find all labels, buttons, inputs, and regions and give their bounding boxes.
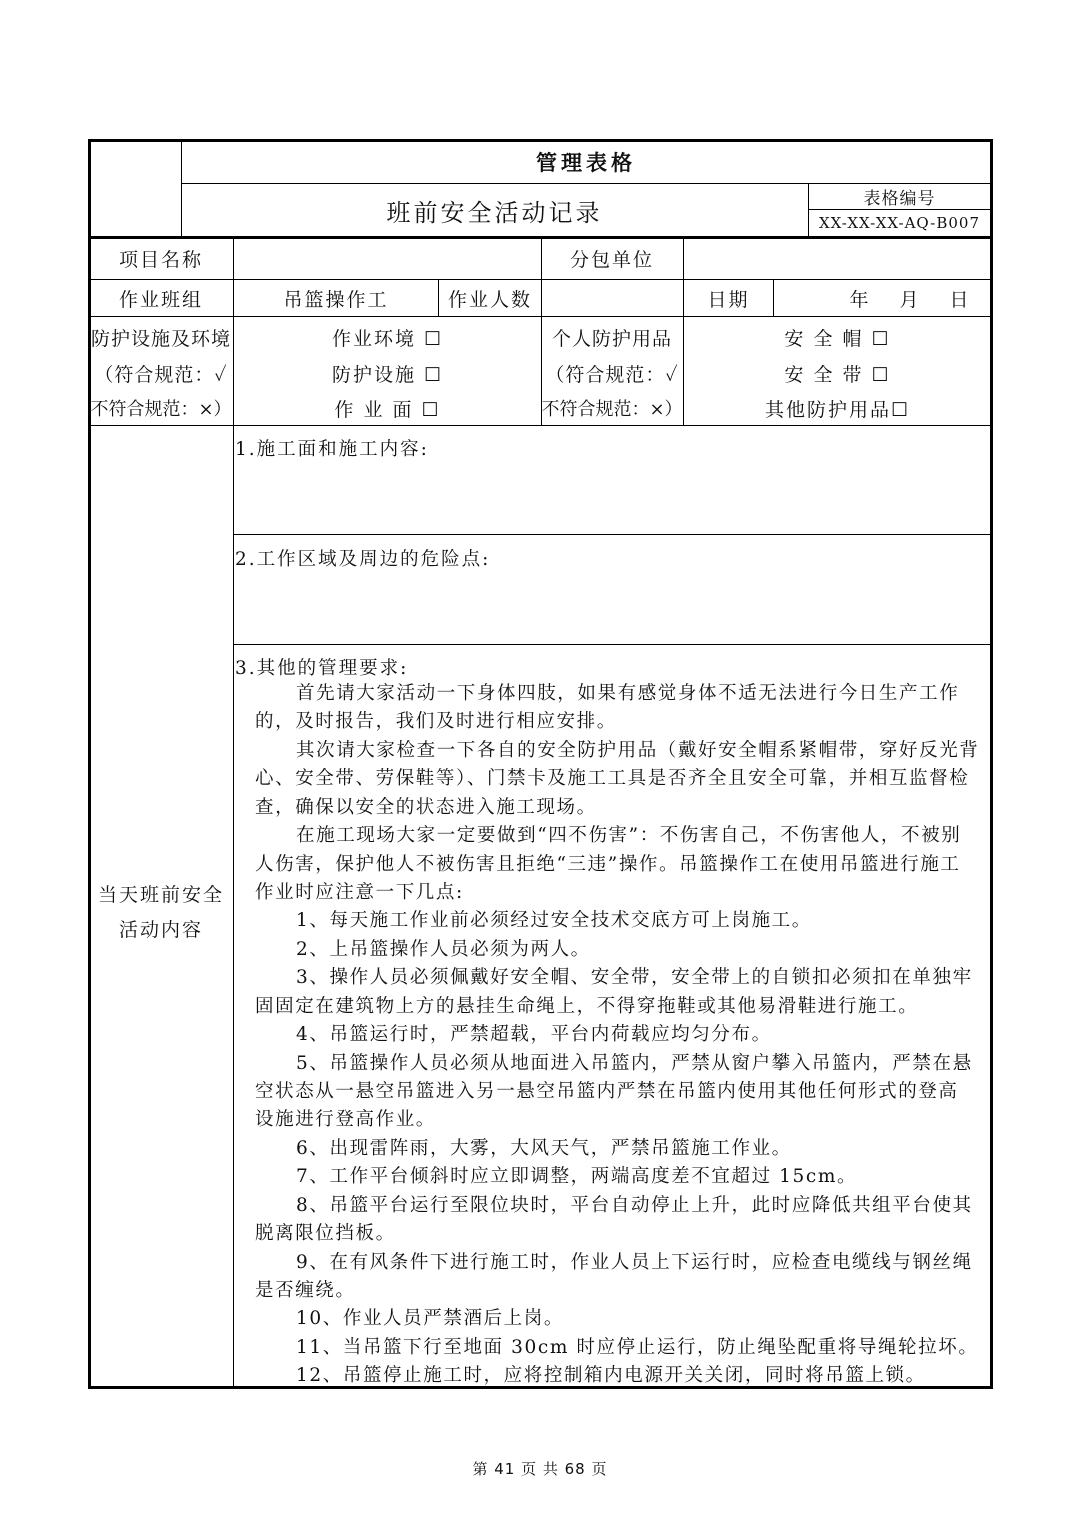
activity-content-label-line2: 活动内容 <box>118 918 203 941</box>
form-number-label: 表格编号 <box>863 189 936 209</box>
form-title: 管理表格 <box>536 151 636 175</box>
subcontractor-label: 分包单位 <box>569 249 654 271</box>
env-item-work-surface[interactable]: 作 业 面 ☐ <box>334 398 441 421</box>
form-number: XX-XX-XX-AQ-B007 <box>818 213 980 232</box>
section3-line: 3、操作人员必须佩戴好安全帽、安全带，安全带上的自锁扣必须扣在单独牢 <box>296 967 973 988</box>
section3-line: 首先请大家活动一下身体四肢，如果有感觉身体不适无法进行今日生产工作 <box>296 683 960 704</box>
section3-line: 10、作业人员严禁酒后上岗。 <box>296 1308 564 1329</box>
section1-bottom-line <box>233 534 991 535</box>
section3-line: 6、出现雷阵雨，大雾，大风天气，严禁吊篮施工作业。 <box>296 1138 792 1159</box>
team-label: 作业班组 <box>118 288 203 311</box>
section3-line: 其次请大家检查一下各自的安全防护用品（戴好安全帽系紧帽带，穿好反光背 <box>296 740 980 761</box>
workers-label: 作业人数 <box>447 288 532 311</box>
section3-line: 脱离限位挡板。 <box>255 1223 396 1244</box>
section3-line: 空状态从一悬空吊篮进入另一悬空吊篮内严禁在吊篮内使用其他任何形式的登高 <box>255 1081 959 1102</box>
section3-title: 3.其他的管理要求: <box>235 658 409 679</box>
env-label-line2: （符合规范：✓ <box>94 363 228 386</box>
section3-line: 是否缠绕。 <box>255 1280 356 1301</box>
date-month[interactable]: 月 <box>899 288 921 311</box>
project-name-value[interactable] <box>234 238 541 279</box>
section3-line: 8、吊篮平台运行至限位块时，平台自动停止上升，此时应降低共组平台使其 <box>296 1195 973 1216</box>
section3-line: 9、在有风条件下进行施工时，作业人员上下运行时，应检查电缆线与钢丝绳 <box>296 1252 973 1273</box>
project-name-label: 项目名称 <box>118 249 203 271</box>
workers-value[interactable] <box>541 280 683 316</box>
env-item-work-environment[interactable]: 作业环境 ☐ <box>331 327 444 350</box>
subcontractor-value[interactable] <box>684 238 991 279</box>
ppe-label-line1: 个人防护用品 <box>551 327 672 350</box>
section2-bottom-line <box>233 644 991 645</box>
ppe-label-line3: 不符合规范：×） <box>541 399 683 420</box>
row3-bottom-line <box>89 425 992 426</box>
date-label: 日期 <box>707 288 750 311</box>
section3-line: 1、每天施工作业前必须经过安全技术交底方可上岗施工。 <box>296 910 812 931</box>
activity-content-label-line1: 当天班前安全 <box>97 883 224 906</box>
date-year[interactable]: 年 <box>849 288 871 311</box>
ppe-item-safety-belt[interactable]: 安 全 带 ☐ <box>784 363 891 386</box>
section3-line: 5、吊篮操作人员必须从地面进入吊篮内，严禁从窗户攀入吊篮内，严禁在悬 <box>296 1053 973 1074</box>
section3-line: 作业时应注意一下几点: <box>255 882 464 903</box>
section3-line: 设施进行登高作业。 <box>255 1109 436 1130</box>
env-item-protection-facility[interactable]: 防护设施 ☐ <box>331 363 444 386</box>
section3-line: 在施工现场大家一定要做到“四不伤害”：不伤害自己，不伤害他人，不被别 <box>296 825 962 846</box>
section3-line: 4、吊篮运行时，严禁超载，平台内荷载应均匀分布。 <box>296 1024 772 1045</box>
section3-line: 固固定在建筑物上方的悬挂生命绳上，不得穿拖鞋或其他易滑鞋进行施工。 <box>255 996 919 1017</box>
section3-line: 11、当吊篮下行至地面 30cm 时应停止运行，防止绳坠配重将导绳轮拉坏。 <box>296 1337 979 1358</box>
section3-line: 人伤害，保护他人不被伤害且拒绝“三违”操作。吊篮操作工在使用吊篮进行施工 <box>255 854 961 875</box>
section3-line: 的，及时报告，我们及时进行相应安排。 <box>255 711 617 732</box>
ppe-label-line2: （符合规范：✓ <box>545 363 679 386</box>
col-date-right <box>773 279 774 316</box>
date-day[interactable]: 日 <box>949 288 971 311</box>
section3-line: 2、上吊篮操作人员必须为两人。 <box>296 939 591 960</box>
env-label-line1: 防护设施及环境 <box>90 327 231 350</box>
section1-title: 1.施工面和施工内容: <box>235 439 429 460</box>
ppe-item-other[interactable]: 其他防护用品☐ <box>764 398 911 421</box>
env-label-line3: 不符合规范：×） <box>90 399 232 420</box>
team-value[interactable]: 吊篮操作工 <box>283 288 389 311</box>
record-title: 班前安全活动记录 <box>386 198 603 227</box>
section3-line: 12、吊篮停止施工时，应将控制箱内电源开关关闭，同时将吊篮上锁。 <box>296 1365 926 1386</box>
section3-line: 心、安全带、劳保鞋等）、门禁卡及施工工具是否齐全且安全可靠，并相互监督检 <box>255 768 970 789</box>
section3-line: 查，确保以安全的状态进入施工现场。 <box>255 797 597 818</box>
ppe-item-helmet[interactable]: 安 全 帽 ☐ <box>784 327 891 350</box>
section2-title: 2.工作区域及周边的危险点: <box>235 549 491 570</box>
section3-line: 7、工作平台倾斜时应立即调整，两端高度差不宜超过 15cm。 <box>296 1166 858 1187</box>
page-number: 第 41 页 共 68 页 <box>472 1459 608 1478</box>
